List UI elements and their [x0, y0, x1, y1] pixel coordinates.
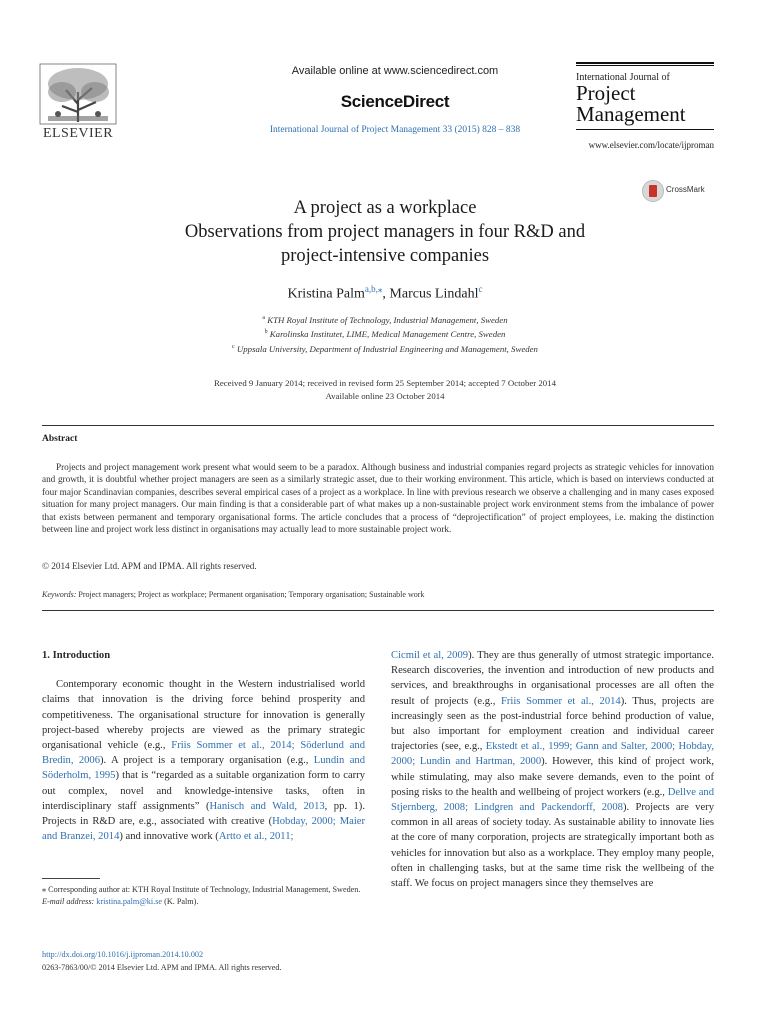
journal-name	[576, 83, 714, 125]
masthead-rule	[576, 65, 714, 66]
sciencedirect-logo[interactable]: ScienceDirect	[340, 92, 450, 111]
affiliation-mark: a	[262, 315, 266, 321]
intro-paragraph-continued	[391, 648, 714, 891]
article-title	[80, 196, 690, 268]
footnote-text: Corresponding author at: KTH Royal Institute of Technology, Industrial Management, Sweden.	[46, 885, 361, 894]
body-text: , pp. 1). Projects in R&D are, e.g., associated with creative (	[42, 800, 365, 828]
body-text: ) that is “regarded as a suitable organization form to carry out complex, novel and knowledge-intensive tasks, often in interdisciplinary staff assignments” (	[42, 770, 365, 812]
body-text: ). They are thus generally of utmost strategic importance. Research discoveries, the invention and introduction of new products and services, and breakthroughs in organisational processes are all often the result of projects (e.g.,	[391, 650, 714, 707]
keywords	[42, 590, 424, 599]
body-column-left	[42, 648, 365, 844]
journal-citation-link[interactable]: International Journal of Project Management 33 (2015) 828 – 838	[269, 125, 521, 135]
author-affiliation-marks[interactable]: a,b,⁎	[364, 284, 383, 294]
author-name[interactable]: Kristina Palm	[287, 286, 365, 302]
section-heading: 1. Introduction	[42, 650, 111, 661]
abstract-bottom-rule	[42, 610, 714, 611]
affiliation-mark: c	[232, 343, 235, 350]
body-text: ). A project is a temporary organisation (e.g.,	[100, 755, 314, 767]
journal-name-line1: Project	[576, 81, 636, 105]
article-history	[80, 377, 690, 402]
citation-link[interactable]: Lundin and Söderholm, 1995	[42, 755, 365, 782]
corresponding-author-note	[42, 884, 365, 896]
abstract-text: Projects and project management work present what would seem to be a paradox. Although business and industrial companies regard projects as strategic vehicles for innovation and growth, it is doubtful whether project managers are seen as a similarly strategic asset, due to their working environment. This article, which is based on interviews conducted at four major Scandinavian companies, describes several empirical cases of a project as a workplace. In line with previous research we observe a challenging and in many cases exposed situation for many project managers. Our main finding is that a considerable part of what makes up a non-sustainable project work environment stems from the imbalance of power that exists between permanent and temporary organisational forms. The article concludes that a process of “deprojectification” of project employees, i.e. making the distinction between line and project work less distinct in organisations may actually lead to more sustainable project work.	[42, 462, 714, 535]
publisher-name: ELSEVIER	[42, 126, 114, 141]
abstract-top-rule	[42, 425, 714, 426]
abstract-copyright: © 2014 Elsevier Ltd. APM and IPMA. All rights reserved.	[42, 561, 257, 571]
affiliation-item	[80, 341, 690, 355]
author-separator: ,	[382, 286, 390, 302]
intro-paragraph	[42, 677, 365, 844]
footnote-mark: ⁎	[42, 885, 47, 894]
issn-copyright: 0263-7863/00/© 2014 Elsevier Ltd. APM and IPMA. All rights reserved.	[42, 963, 282, 972]
title-line-1: A project as a workplace	[293, 198, 477, 218]
body-text: Contemporary economic thought in the Western industrialised world claims that innovation is the driving force behind prosperity and competitiveness. The organisational structure for innovation is generally project-based whereby projects are viewed as the primary strategic organisational vehicle (e.g.,	[42, 679, 365, 752]
citation-link[interactable]: Artto et al., 2011;	[218, 831, 294, 843]
citation-link[interactable]: Cicmil et al, 2009	[391, 650, 469, 661]
abstract-heading: Abstract	[42, 434, 78, 444]
email-label: E-mail address:	[42, 896, 95, 906]
affiliation-item	[80, 312, 690, 326]
footnote	[42, 884, 365, 908]
affiliation-item	[80, 326, 690, 340]
email-link[interactable]: kristina.palm@ki.se	[96, 896, 163, 906]
body-text: ). However, this kind of project work, while stimulating, may also make severe demands, even to the point of posing risks to the health and wellbeing of project workers (e.g.,	[391, 756, 714, 798]
author-list	[80, 284, 690, 303]
citation-link[interactable]: Dellve and Stjernberg, 2008; Lindgren and Packendorff, 2008	[391, 786, 715, 814]
journal-url[interactable]: www.elsevier.com/locate/ijproman	[588, 140, 714, 150]
crossmark-label: CrossMark	[666, 185, 705, 194]
affiliation-text: Uppsala University, Department of Industrial Engineering and Management, Sweden	[236, 343, 538, 354]
masthead-rule	[576, 62, 714, 64]
body-text: ) and innovative work (	[119, 831, 219, 843]
available-date: Available online 23 October 2014	[325, 390, 445, 401]
title-line-3: project-intensive companies	[280, 246, 490, 266]
affiliation-text: Karolinska Institutet, LIME, Medical Management Centre, Sweden	[269, 329, 506, 340]
affiliation-text: KTH Royal Institute of Technology, Industrial Management, Sweden	[267, 314, 508, 325]
footnote-rule	[42, 878, 100, 879]
journal-intl-label: International Journal of	[576, 72, 670, 83]
body-text: ). Projects are very common in all areas of society today. As sustainable ability to innovate lies at the core of many corporation, projects are strategically important both as vehicles for innovation but also as a workplace. They employ many people, often in challenging tasks, but at the same time risk the wellbeing of the staff. We focus on project managers since they themselves are	[391, 802, 715, 890]
keywords-list: Project managers; Project as workplace; Permanent organisation; Temporary organisation; Sustainable work	[76, 590, 425, 599]
keywords-label: Keywords:	[42, 590, 77, 599]
masthead-rule	[576, 129, 714, 130]
affiliation-mark: b	[264, 329, 268, 336]
citation-link[interactable]: Friis Sommer et al., 2014	[501, 695, 621, 707]
body-text: ). Thus, projects are increasingly seen as the post-industrial force behind production of value, but also important for employment creation and individual career trajectories (see, e.g.,	[391, 695, 714, 753]
affiliations	[80, 312, 690, 355]
author-affiliation-marks[interactable]: c	[478, 284, 483, 294]
doi-link[interactable]: http://dx.doi.org/10.1016/j.ijproman.2014.10.002	[42, 950, 204, 959]
journal-name-line2: Management	[576, 102, 686, 126]
title-line-2: Observations from project managers in four R&D and	[184, 222, 586, 242]
citation-link[interactable]: Friis Sommer et al., 2014; Söderlund and Bredin, 2006	[42, 740, 365, 767]
email-note	[42, 896, 365, 908]
email-suffix: (K. Palm).	[162, 896, 199, 906]
citation-link[interactable]: Hanisch and Wald, 2013	[209, 800, 325, 812]
citation-link[interactable]: Ekstedt et al., 1999; Gann and Salter, 2000; Hobday, 2000; Lundin and Hartman, 2000	[391, 741, 714, 768]
available-online-text: Available online at www.sciencedirect.com	[291, 65, 499, 77]
body-column-right	[391, 648, 714, 891]
received-dates: Received 9 January 2014; received in revised form 25 September 2014; accepted 7 October 2014	[214, 378, 556, 388]
citation-link[interactable]: Hobday, 2000; Maier and Branzei, 2014	[42, 816, 365, 843]
author-name[interactable]: Marcus Lindahl	[389, 286, 479, 302]
journal-masthead	[576, 62, 714, 130]
